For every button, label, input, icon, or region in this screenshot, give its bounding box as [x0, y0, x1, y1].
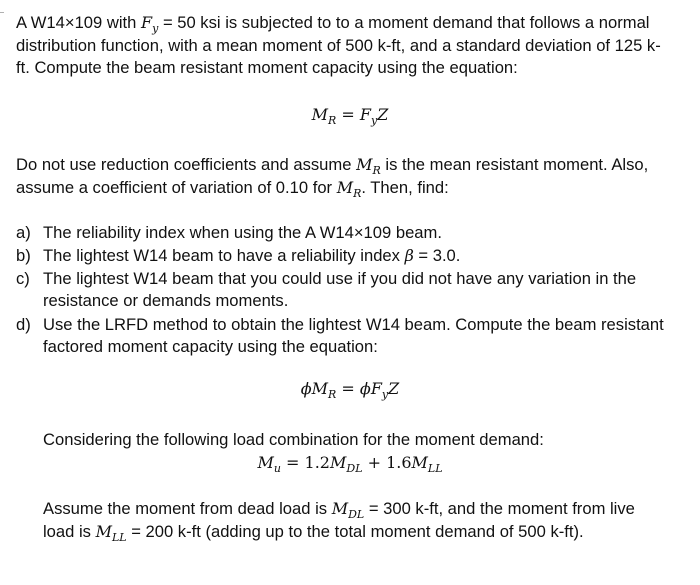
item-text: The lightest W14 beam to have a reliability index β = 3.0.: [43, 246, 461, 265]
intro-text: = 50 ksi is subjected to to a moment demand that follows a normal: [158, 13, 650, 32]
item-label: c): [16, 269, 30, 288]
intro-line-3: ft. Compute the beam resistant moment capacity using the equation:: [16, 58, 518, 77]
fy-symbol: $F_y$: [141, 13, 159, 35]
closing-line-2: load is $M_{LL} = 200$ k-ft (adding up to the total moment demand of 500 k-ft).: [43, 522, 584, 544]
intro-paragraph: [16, 12, 692, 80]
closing-line-1: Assume the moment from dead load is $M_{DL} = 300$ k-ft, and the moment from live: [43, 499, 635, 521]
mll-symbol: $M_{LL}$: [95, 522, 127, 544]
load-combination-text: Considering the following load combination for the moment demand:: [43, 430, 544, 449]
equation-factored-capacity: $\phi M_R = \phi F_yZ$: [300, 379, 400, 401]
item-d-continuation: factored moment capacity using the equation:: [43, 337, 378, 356]
equation-load-combination: $M_u = 1.2M_{DL} + 1.6M_{LL}$: [257, 453, 443, 475]
assumption-line-2: assume a coefficient of variation of 0.10 for $M_R$. Then, find:: [16, 177, 449, 200]
item-label: d): [16, 315, 31, 334]
item-text: Use the LRFD method to obtain the lightest W14 beam. Compute the beam resistant: [43, 315, 664, 334]
margin-tick: [0, 12, 4, 13]
item-label: b): [16, 246, 31, 265]
item-text: The lightest W14 beam that you could use if you did not have any variation in the: [43, 269, 637, 288]
item-c-continuation: resistance or demands moments.: [43, 291, 289, 310]
item-label: a): [16, 223, 31, 242]
intro-line-1: [16, 12, 692, 35]
assumption-line-1: Do not use reduction coefficients and assume $M_R$ is the mean resistant moment. Also,: [16, 155, 649, 177]
beta-symbol: β: [404, 246, 414, 265]
assumption-paragraph: [16, 154, 692, 199]
intro-line-2: distribution function, with a mean moment of 500 k-ft, and a standard deviation of 125 k-: [16, 35, 661, 55]
item-text: The reliability index when using the A W14×109 beam.: [43, 223, 442, 242]
mr-symbol: $M_R$: [336, 177, 362, 200]
intro-text: A W14×109 with: [16, 13, 141, 32]
equation-resistant-moment: $M_R = F_yZ$: [311, 105, 389, 127]
mdl-symbol: $M_{DL}$: [331, 499, 365, 521]
mr-symbol: $M_R$: [356, 155, 381, 177]
